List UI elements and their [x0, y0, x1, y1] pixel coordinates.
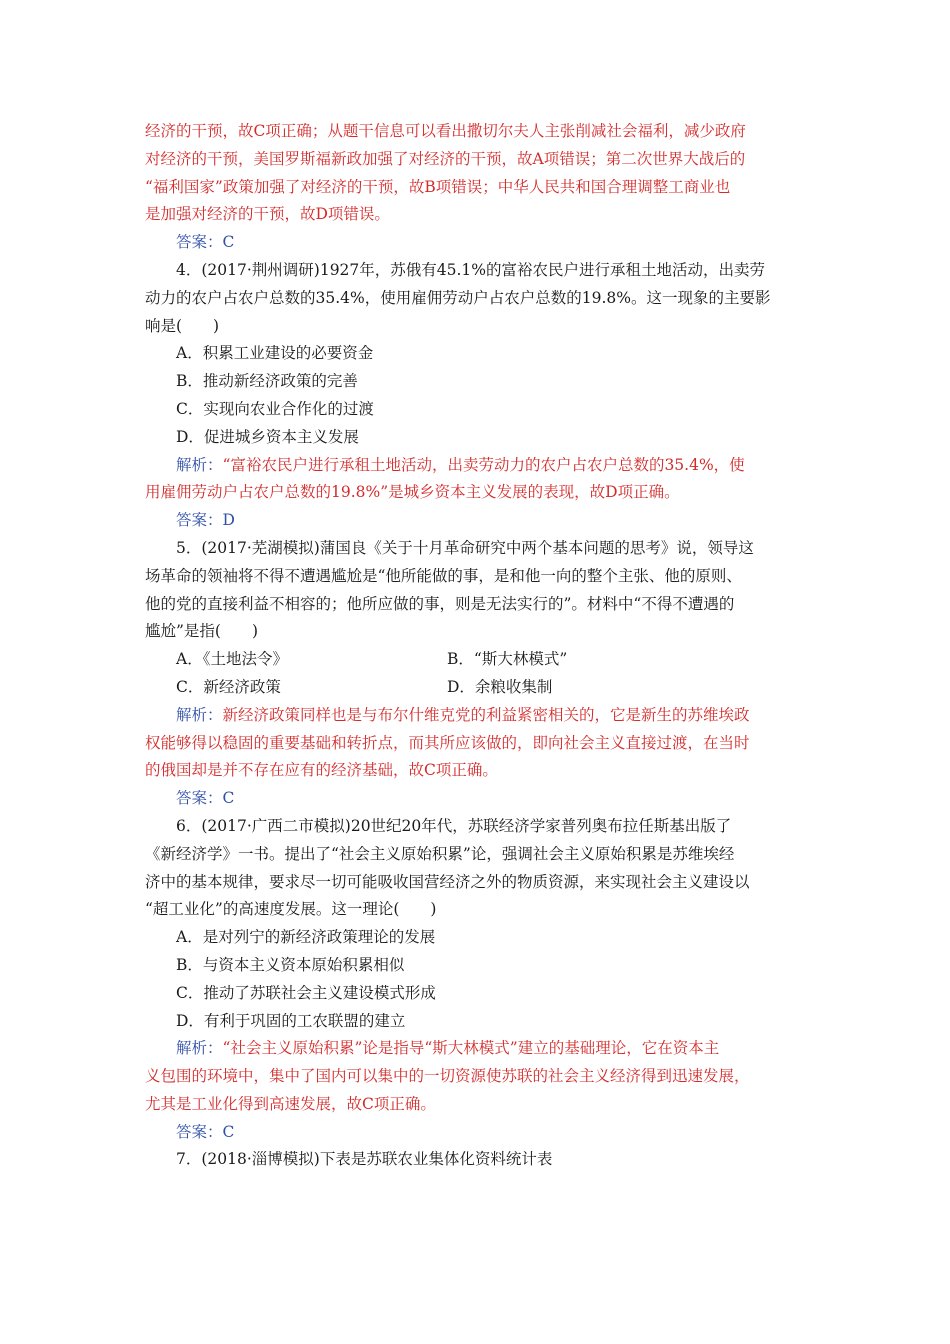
explanation-text: “富裕农民户进行承租土地活动，出卖劳动力的农户占农户总数的35.4%，使 — [222, 455, 745, 474]
q5-stem-line: 5．(2017·芜湖模拟)蒲国良《关于十月革命研究中两个基本问题的思考》说，领导这 — [176, 538, 754, 557]
q6-stem-line: 6．(2017·广西二市模拟)20世纪20年代，苏联经济学家普列奥布拉任斯基出版了 — [176, 816, 732, 835]
q4-answer — [145, 507, 813, 535]
q5-stem-line: 场革命的领袖将不得不遭遇尴尬是“他所能做的事，是和他一向的整个主张、他的原则、 — [145, 566, 742, 585]
explanation-label: 解析： — [176, 1039, 223, 1058]
q6-stem-line: “超工业化”的高速度发展。这一理论( ) — [145, 900, 437, 919]
q3-explanation-line: 是加强对经济的干预，故D项错误。 — [145, 205, 390, 224]
explanation-text: “社会主义原始积累”论是指导“斯大林模式”建立的基础理论，它在资本主 — [222, 1039, 720, 1058]
q7-stem-line: 7．(2018·淄博模拟)下表是苏联农业集体化资料统计表 — [176, 1150, 553, 1169]
q5-answer — [145, 785, 813, 813]
q5-explanation-line: 权能够得以稳固的重要基础和转折点，而其所应该做的，即向社会主义直接过渡，在当时 — [145, 733, 750, 752]
q5-explanation-line: 的俄国却是并不存在应有的经济基础，故C项正确。 — [145, 761, 498, 780]
q5-explanation-line — [145, 702, 813, 730]
q5-option-b: B．“斯大林模式” — [447, 650, 568, 669]
q6-explanation-line: 尤其是工业化得到高速发展，故C项正确。 — [145, 1094, 436, 1113]
q4-stem-line: 4．(2017·荆州调研)1927年，苏俄有45.1%的富裕农民户进行承租土地活动，出卖劳 — [176, 260, 766, 279]
explanation-label: 解析： — [176, 455, 223, 474]
explanation-label: 解析： — [176, 705, 223, 724]
q4-option-d: D．促进城乡资本主义发展 — [176, 427, 359, 446]
answer-value: D — [222, 511, 235, 530]
q6-stem-line: 济中的基本规律，要求尽一切可能吸收国营经济之外的物质资源，来实现社会主义建设以 — [145, 872, 750, 891]
q6-stem-line: 《新经济学》一书。提出了“社会主义原始积累”论，强调社会主义原始积累是苏维埃经 — [145, 844, 735, 863]
q4-stem-line: 响是( ) — [145, 316, 220, 335]
q5-stem-line: 尴尬”是指( ) — [145, 622, 259, 641]
answer-label: 答案： — [176, 1122, 223, 1141]
q6-option-a: A．是对列宁的新经济政策理论的发展 — [176, 928, 436, 947]
q5-stem-line: 他的党的直接利益不相容的；他所应做的事，则是无法实行的”。材料中“不得不遭遇的 — [145, 594, 735, 613]
answer-label: 答案： — [176, 233, 223, 252]
q4-option-c: C．实现向农业合作化的过渡 — [176, 399, 374, 418]
answer-label: 答案： — [176, 789, 223, 808]
q3-answer — [145, 229, 813, 257]
q5-option-a: A．《土地法令》 — [176, 650, 288, 669]
q5-option-d: D．余粮收集制 — [447, 677, 553, 696]
q5-options-row — [145, 646, 813, 674]
q5-options-row — [145, 674, 813, 702]
q5-option-c: C．新经济政策 — [176, 677, 281, 696]
q6-option-b: B．与资本主义资本原始积累相似 — [176, 955, 405, 974]
q4-option-b: B．推动新经济政策的完善 — [176, 372, 358, 391]
explanation-text: 新经济政策同样也是与布尔什维克党的利益紧密相关的，它是新生的苏维埃政 — [222, 705, 750, 724]
q4-stem-line: 动力的农户占农户总数的35.4%，使用雇佣劳动户占农户总数的19.8%。这一现象的主要影 — [145, 288, 771, 307]
q3-explanation-line: “福利国家”政策加强了对经济的干预，故B项错误；中华人民共和国合理调整工商业也 — [145, 177, 731, 196]
answer-label: 答案： — [176, 511, 223, 530]
q6-answer — [145, 1119, 813, 1147]
document-body — [145, 118, 813, 1174]
answer-value: C — [222, 233, 235, 252]
q4-option-a: A．积累工业建设的必要资金 — [176, 344, 374, 363]
q4-explanation-line — [145, 452, 813, 480]
answer-value: C — [222, 789, 235, 808]
q6-option-d: D．有利于巩固的工农联盟的建立 — [176, 1011, 406, 1030]
answer-value: C — [222, 1122, 235, 1141]
q3-explanation-line: 经济的干预，故C项正确；从题干信息可以看出撒切尔夫人主张削减社会福利，减少政府 — [145, 122, 746, 140]
q6-option-c: C．推动了苏联社会主义建设模式形成 — [176, 983, 436, 1002]
q6-explanation-line: 义包围的环境中，集中了国内可以集中的一切资源使苏联的社会主义经济得到迅速发展， — [145, 1067, 750, 1086]
q4-explanation-line: 用雇佣劳动户占农户总数的19.8%”是城乡资本主义发展的表现，故D项正确。 — [145, 483, 680, 502]
q6-explanation-line — [145, 1035, 813, 1063]
q3-explanation-line: 对经济的干预，美国罗斯福新政加强了对经济的干预，故A项错误；第二次世界大战后的 — [145, 149, 746, 168]
